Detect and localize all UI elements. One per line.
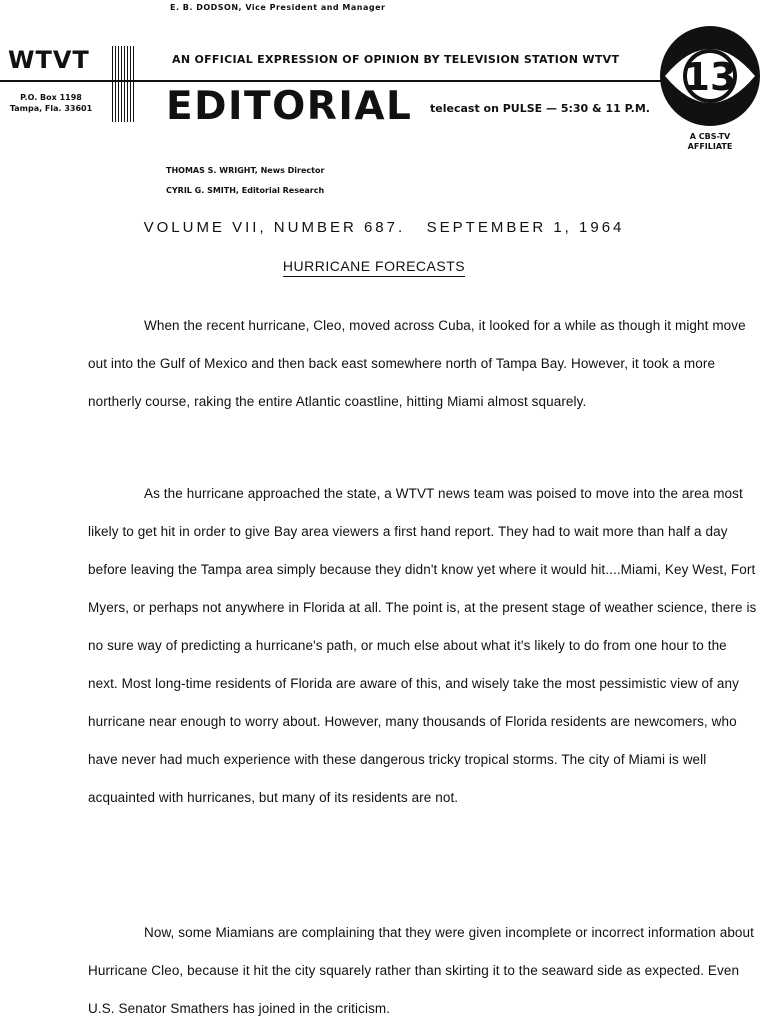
official-statement: AN OFFICIAL EXPRESSION OF OPINION BY TELEVISION STATION WTVT xyxy=(172,53,620,66)
editorial-title: EDITORIAL xyxy=(166,84,413,129)
body-paragraph xyxy=(88,475,758,817)
paragraph-text: When the recent hurricane, Cleo, moved across Cuba, it looked for a while as though it might move out into the Gulf of Mexico and then back east somewhere north of Tampa Bay. However, it took a more northerly course, raking the entire Atlantic coastline, hitting Miami almost squarely. xyxy=(88,318,746,409)
volume-line: VOLUME VII, NUMBER 687. SEPTEMBER 1, 1964 xyxy=(143,219,625,236)
logo-bars-decoration xyxy=(112,46,134,122)
editorial-research: CYRIL G. SMITH, Editorial Research xyxy=(166,186,325,195)
affiliate-line: A CBS-TV xyxy=(689,132,731,141)
paragraph-text: Now, some Miamians are complaining that they were given incomplete or incorrect information about Hurricane Cleo, because it hit the city squarely rather than skirting it to the seaward side as expected. Even U.S. Senator Smathers has joined in the criticism. xyxy=(88,925,754,1016)
channel-number: 13 xyxy=(683,55,737,99)
station-logo: WTVT xyxy=(8,46,90,74)
po-box-address xyxy=(6,92,96,114)
manager-line: E. B. DODSON, Vice President and Manager xyxy=(170,3,386,12)
staff-credits xyxy=(166,161,324,201)
city-line: Tampa, Fla. 33601 xyxy=(9,104,93,113)
cbs-eye-13-svg xyxy=(655,24,765,128)
telecast-schedule: telecast on PULSE — 5:30 & 11 P.M. xyxy=(430,102,650,115)
po-box-line: P.O. Box 1198 xyxy=(20,93,82,102)
header-divider xyxy=(0,80,720,82)
paragraph-text: As the hurricane approached the state, a WTVT news team was poised to move into the area most likely to get hit in order to give Bay area viewers a first hand report. They had to wait more than half a day before leaving the Tampa area simply because they didn't know yet where it would hit....Miami, Key West, Fort Myers, or perhaps not anywhere in Florida at all. The point is, at the present stage of weather science, there is no sure way of predicting a hurricane's path, or much else about what it's likely to do from one hour to the next. Most long-time residents of Florida are aware of this, and wisely take the most pessimistic view of any hurricane near enough to worry about. However, many thousands of Florida residents are newcomers, who have never had much experience with these dangerous tricky tropical storms. The city of Miami is well acquainted with hurricanes, but many of its residents are not. xyxy=(88,486,757,805)
headline-text: HURRICANE FORECASTS xyxy=(283,258,465,277)
cbs-eye-13-icon xyxy=(655,24,765,132)
body-paragraph xyxy=(88,307,758,421)
body-paragraph xyxy=(88,914,758,1028)
affiliate-line: AFFILIATE xyxy=(687,142,733,151)
headline xyxy=(0,258,748,274)
affiliate-note xyxy=(672,132,748,152)
news-director: THOMAS S. WRIGHT, News Director xyxy=(166,166,325,175)
